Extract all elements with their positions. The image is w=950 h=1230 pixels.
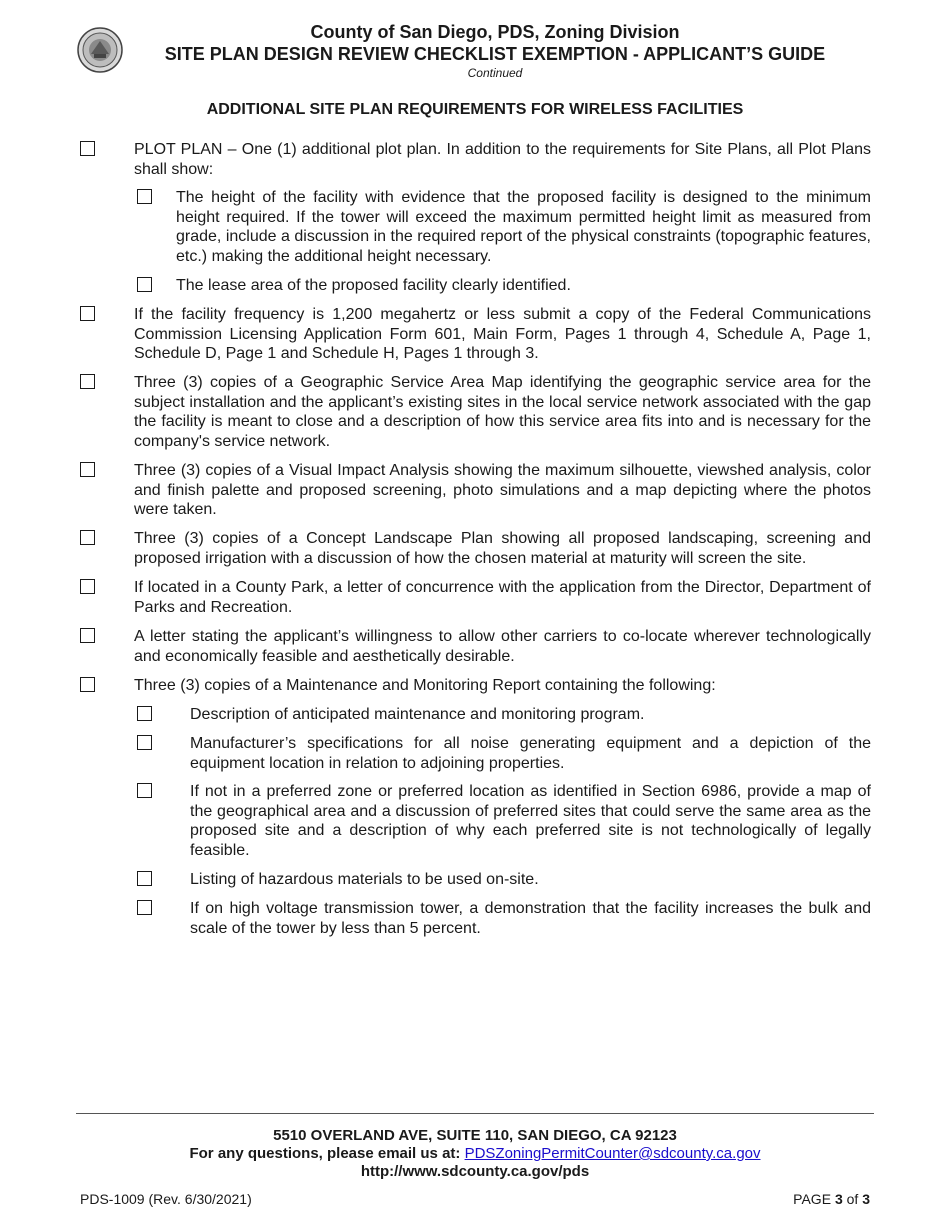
footer-website[interactable]: http://www.sdcounty.ca.gov/pds (360, 1163, 590, 1180)
list-item: Three (3) copies of a Concept Landscape Plan showing all proposed landscaping, screening and proposed irrigation with a discussion of how the chosen material at maturity will screen the site. (134, 530, 871, 567)
checkbox[interactable] (80, 530, 95, 545)
list-item: Manufacturer’s specifications for all noise generating equipment and a depiction of the equipment location in relation to adjoining properties. (190, 735, 871, 772)
list-item: Listing of hazardous materials to be used on-site. (190, 871, 539, 888)
checkbox[interactable] (80, 677, 95, 692)
list-item: If located in a County Park, a letter of concurrence with the application from the Director, Department of Parks and Recreation. (134, 579, 871, 616)
checkbox[interactable] (80, 628, 95, 643)
checkbox[interactable] (80, 141, 95, 156)
page-number: PAGE 3 of 3 (793, 1191, 870, 1207)
checkbox[interactable] (137, 900, 152, 915)
footer-contact (76, 1145, 874, 1162)
checkbox[interactable] (80, 374, 95, 389)
header-title: County of San Diego, PDS, Zoning Division (310, 22, 680, 42)
list-item: The height of the facility with evidence that the proposed facility is designed to the minimum height required. If the tower will exceed the maximum permitted height limit as measured from grade, include a discussion in the required report of the physical constraints (topographic features, etc.) making the additional height necessary. (176, 189, 871, 265)
checkbox[interactable] (80, 462, 95, 477)
section-title: ADDITIONAL SITE PLAN REQUIREMENTS FOR WIRELESS FACILITIES (206, 101, 744, 118)
checkbox[interactable] (137, 871, 152, 886)
list-item: Three (3) copies of a Geographic Service Area Map identifying the geographic service area for the subject installation and the applicant’s existing sites in the local service network associated with the gap the facility is meant to close and a description of how this service area fits into and is necessary for the company's service network. (134, 374, 871, 450)
footer-address: 5510 OVERLAND AVE, SUITE 110, SAN DIEGO, CA 92123 (273, 1127, 677, 1144)
footer-divider (76, 1113, 874, 1114)
list-item: A letter stating the applicant’s willingness to allow other carriers to co-locate wherever technologically and economically feasible and aesthetically desirable. (134, 628, 871, 665)
checkbox[interactable] (137, 189, 152, 204)
footer-email-prefix: For any questions, please email us at: (189, 1145, 461, 1162)
checkbox[interactable] (80, 306, 95, 321)
county-seal-icon (77, 27, 123, 73)
checkbox[interactable] (137, 735, 152, 750)
checkbox[interactable] (137, 783, 152, 798)
checkbox[interactable] (80, 579, 95, 594)
list-item: Three (3) copies of a Visual Impact Analysis showing the maximum silhouette, viewshed analysis, color and finish palette and proposed screening, photo simulations and a map depicting where the photos were taken. (134, 462, 871, 519)
form-id: PDS-1009 (Rev. 6/30/2021) (80, 1191, 252, 1207)
list-item: PLOT PLAN – One (1) additional plot plan. In addition to the requirements for Site Plans, all Plot Plans shall show: (134, 141, 871, 178)
list-item: If not in a preferred zone or preferred location as identified in Section 6986, provide a map of the geographical area and a discussion of preferred sites that could serve the same area as the proposed site and a description of why each preferred site is not technologically of legally feasible. (190, 783, 871, 859)
checkbox[interactable] (137, 706, 152, 721)
list-item: If the facility frequency is 1,200 megahertz or less submit a copy of the Federal Communications Commission Licensing Application Form 601, Main Form, Pages 1 through 4, Schedule A, Page 1, Schedule D, Page 1 and Schedule H, Pages 1 through 3. (134, 306, 871, 363)
header-subtitle: SITE PLAN DESIGN REVIEW CHECKLIST EXEMPTION - APPLICANT’S GUIDE (164, 44, 826, 64)
header-continued: Continued (467, 66, 523, 80)
list-item: Three (3) copies of a Maintenance and Monitoring Report containing the following: (134, 677, 716, 694)
footer-email-link[interactable]: PDSZoningPermitCounter@sdcounty.ca.gov (464, 1145, 761, 1162)
checkbox[interactable] (137, 277, 152, 292)
list-item: The lease area of the proposed facility clearly identified. (176, 277, 571, 294)
list-item: If on high voltage transmission tower, a demonstration that the facility increases the bulk and scale of the tower by less than 5 percent. (190, 900, 871, 937)
list-item: Description of anticipated maintenance and monitoring program. (190, 706, 645, 723)
